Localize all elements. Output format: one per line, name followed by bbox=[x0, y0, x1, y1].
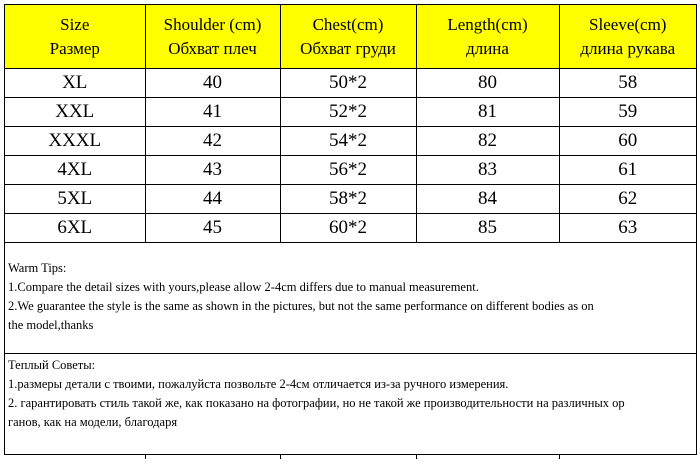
table-row bbox=[5, 156, 696, 185]
header-en-label: Size bbox=[60, 14, 90, 34]
cell-size: XXL bbox=[5, 98, 145, 127]
tips-line: 2. гарантировать стиль такой же, как показано на фотографии, но не такой же производительности на различных ор bbox=[8, 396, 625, 410]
table-row bbox=[5, 214, 696, 243]
cell-size: XL bbox=[5, 69, 145, 98]
header-ru-label: длина bbox=[466, 38, 509, 58]
tips-line: the model,thanks bbox=[8, 318, 94, 332]
header-en-label: Shoulder (cm) bbox=[163, 14, 262, 34]
tips-title: Теплый Советы: bbox=[8, 358, 96, 372]
size-chart bbox=[4, 4, 697, 455]
header-size bbox=[5, 5, 145, 69]
warm-tips-russian bbox=[5, 354, 696, 455]
cell-shoulder: 41 bbox=[145, 98, 280, 127]
tips-title: Warm Tips: bbox=[8, 261, 67, 275]
cell-size: XXXL bbox=[5, 127, 145, 156]
tips-line: 1.размеры детали с твоими, пожалуйста позвольте 2-4см отличается из-за ручного измерения. bbox=[8, 377, 509, 391]
tips-line: 1.Compare the detail sizes with yours,please allow 2-4cm differs due to manual measurement. bbox=[8, 280, 479, 294]
cell-chest: 54*2 bbox=[280, 127, 416, 156]
cell-sleeve: 62 bbox=[559, 185, 696, 214]
header-ru-label: Обхват груди bbox=[300, 38, 396, 58]
cell-length: 83 bbox=[416, 156, 559, 185]
table-row bbox=[5, 185, 696, 214]
header-shoulder bbox=[145, 5, 280, 69]
cell-size: 5XL bbox=[5, 185, 145, 214]
cell-shoulder: 40 bbox=[145, 69, 280, 98]
table-row bbox=[5, 69, 696, 98]
tips-line: ганов, как на модели, благодаря bbox=[8, 415, 178, 429]
tips-line: 2.We guarantee the style is the same as shown in the pictures, but not the same performance on different bodies as on bbox=[8, 299, 594, 313]
cell-length: 85 bbox=[416, 214, 559, 243]
cell-shoulder: 45 bbox=[145, 214, 280, 243]
header-row bbox=[5, 5, 696, 69]
cell-length: 84 bbox=[416, 185, 559, 214]
header-en-label: Chest(cm) bbox=[312, 14, 384, 34]
cell-chest: 52*2 bbox=[280, 98, 416, 127]
cell-sleeve: 58 bbox=[559, 69, 696, 98]
header-chest bbox=[280, 5, 416, 69]
header-en-label: Length(cm) bbox=[447, 14, 528, 34]
table-row bbox=[5, 127, 696, 156]
cell-chest: 56*2 bbox=[280, 156, 416, 185]
cell-length: 82 bbox=[416, 127, 559, 156]
cell-sleeve: 60 bbox=[559, 127, 696, 156]
warm-tips-english bbox=[5, 243, 696, 354]
size-table bbox=[5, 5, 696, 243]
cell-length: 80 bbox=[416, 69, 559, 98]
cell-shoulder: 42 bbox=[145, 127, 280, 156]
header-length bbox=[416, 5, 559, 69]
header-ru-label: Обхват плеч bbox=[168, 38, 257, 58]
cell-size: 6XL bbox=[5, 214, 145, 243]
header-ru-label: длина рукава bbox=[580, 38, 676, 58]
cell-sleeve: 63 bbox=[559, 214, 696, 243]
cell-chest: 50*2 bbox=[280, 69, 416, 98]
cell-sleeve: 61 bbox=[559, 156, 696, 185]
cell-length: 81 bbox=[416, 98, 559, 127]
cell-shoulder: 43 bbox=[145, 156, 280, 185]
cell-size: 4XL bbox=[5, 156, 145, 185]
header-ru-label: Размер bbox=[49, 38, 100, 58]
cell-sleeve: 59 bbox=[559, 98, 696, 127]
header-en-label: Sleeve(cm) bbox=[589, 14, 667, 34]
cell-chest: 58*2 bbox=[280, 185, 416, 214]
table-row bbox=[5, 98, 696, 127]
header-sleeve bbox=[559, 5, 696, 69]
cell-chest: 60*2 bbox=[280, 214, 416, 243]
cell-shoulder: 44 bbox=[145, 185, 280, 214]
table-edge-continuation bbox=[5, 455, 696, 459]
